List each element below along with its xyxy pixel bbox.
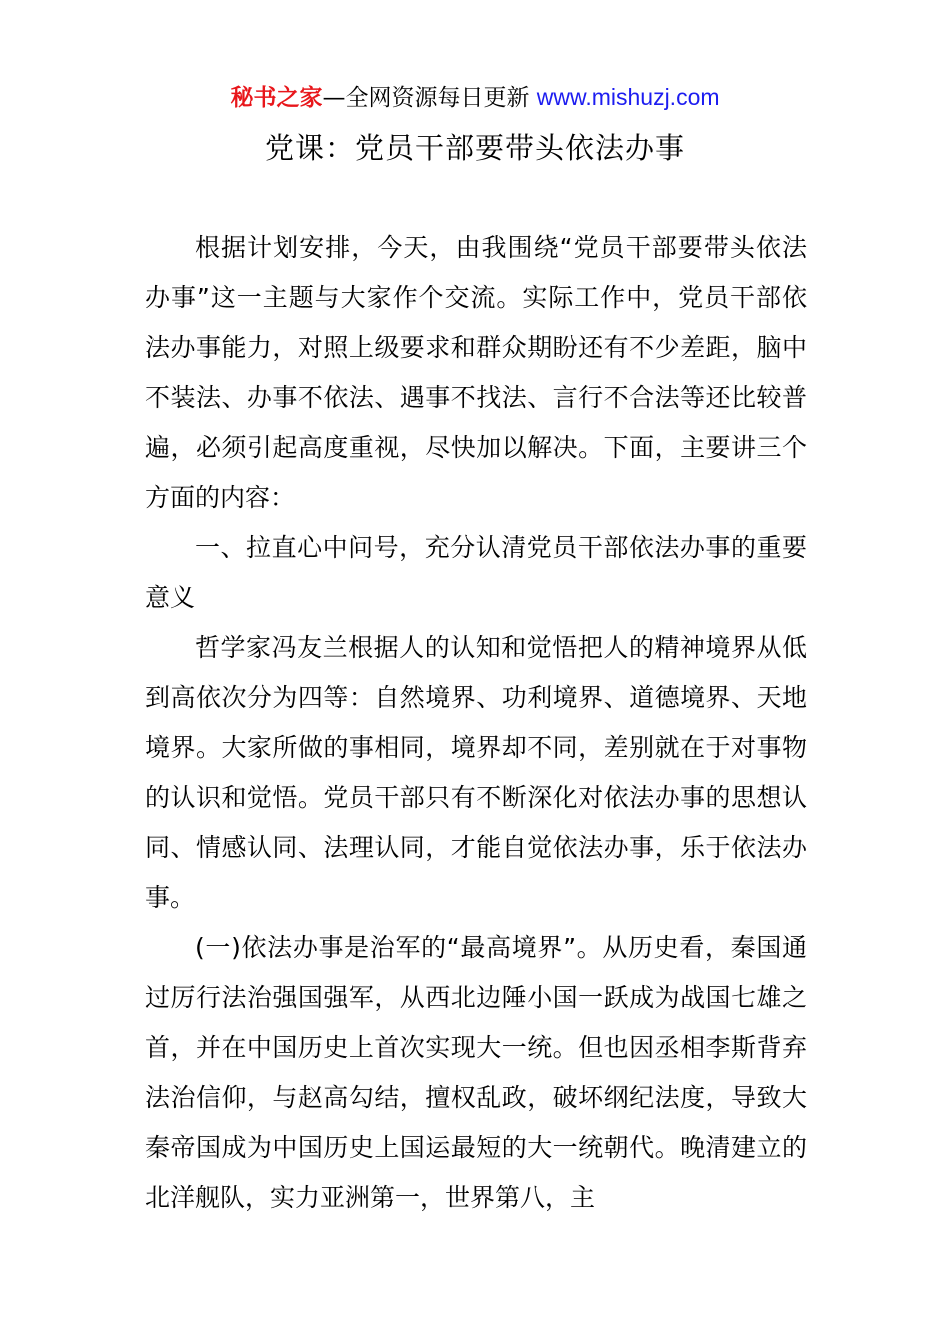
section-heading-1: 一、拉直心中问号，充分认清党员干部依法办事的重要意义 [145, 533, 807, 612]
document-body [145, 223, 807, 1223]
site-url-link[interactable]: www.mishuzj.com [536, 84, 720, 110]
paragraph-philosophy: 哲学家冯友兰根据人的认知和觉悟把人的精神境界从低到高依次分为四等：自然境界、功利境界、道德境界、天地境界。大家所做的事相同，境界却不同，差别就在于对事物的认识和觉悟。党员干部只有不断深化对依法办事的思想认同、情感认同、法理认同，才能自觉依法办事，乐于依法办事。 [145, 633, 807, 912]
site-header [0, 80, 950, 115]
document-title: 党课：党员干部要带头依法办事 [264, 131, 685, 165]
paragraph-subsection-1: (一)依法办事是治军的“最高境界”。从历史看，秦国通过厉行法治强国强军，从西北边陲小国一跃成为战国七雄之首，并在中国历史上首次实现大一统。但也因丞相李斯背弃法治信仰，与赵高勾结，擅权乱政，破坏纲纪法度，导致大秦帝国成为中国历史上国运最短的大一统朝代。晚清建立的北洋舰队，实力亚洲第一，世界第八，主 [145, 933, 807, 1212]
paragraph-intro: 根据计划安排，今天，由我围绕“党员干部要带头依法办事”这一主题与大家作个交流。实际工作中，党员干部依法办事能力，对照上级要求和群众期盼还有不少差距，脑中不装法、办事不依法、遇事不找法、言行不合法等还比较普遍，必须引起高度重视，尽快加以解决。下面，主要讲三个方面的内容： [145, 233, 807, 512]
site-brand: 秘书之家 [230, 85, 323, 111]
site-tagline: —全网资源每日更新 [322, 85, 537, 111]
